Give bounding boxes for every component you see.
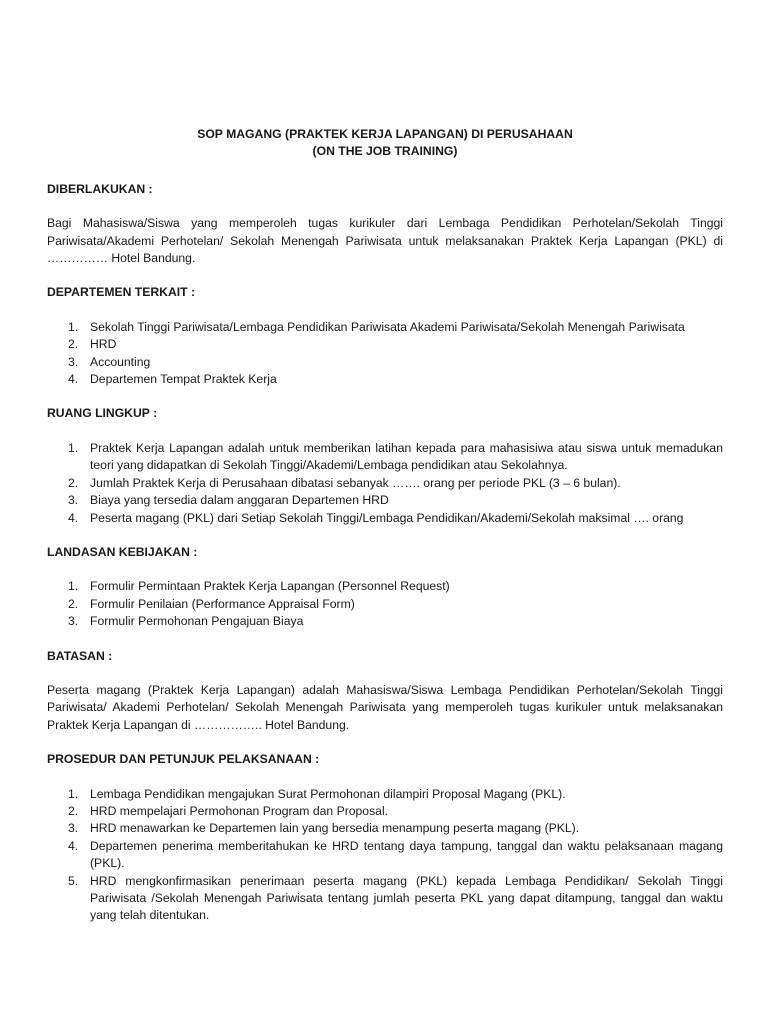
heading-prosedur: PROSEDUR DAN PETUNJUK PELAKSANAAN : — [47, 752, 320, 767]
list-number: 1. — [68, 786, 79, 801]
list-item — [47, 440, 723, 475]
list-item-text: Peserta magang (PKL) dari Setiap Sekolah Tinggi/Lembaga Pendidikan/Akademi/Sekolah maksimal …. orang — [90, 510, 684, 525]
list-number: 4. — [68, 510, 79, 525]
list-item-text: Formulir Penilaian (Performance Appraisal Form) — [90, 596, 355, 611]
list-item — [47, 596, 723, 613]
list-number: 5. — [68, 873, 79, 888]
heading-batasan: BATASAN : — [47, 648, 113, 663]
list-item — [47, 354, 723, 371]
list-item — [47, 371, 723, 388]
list-number: 3. — [68, 493, 79, 508]
list-item — [47, 578, 723, 595]
list-item-text: HRD — [90, 337, 117, 352]
list-departemen-terkait — [47, 319, 723, 389]
list-item — [47, 613, 723, 630]
document-title-line2: (ON THE JOB TRAINING) — [312, 144, 458, 159]
list-item — [47, 786, 723, 803]
list-number: 2. — [68, 475, 79, 490]
document-page — [47, 126, 723, 925]
list-landasan-kebijakan — [47, 578, 723, 630]
list-item — [47, 336, 723, 353]
list-ruang-lingkup — [47, 440, 723, 527]
list-item — [47, 319, 723, 336]
list-item-text: Lembaga Pendidikan mengajukan Surat Permohonan dilampiri Proposal Magang (PKL). — [90, 786, 566, 801]
list-number: 2. — [68, 337, 79, 352]
list-item-text: Sekolah Tinggi Pariwisata/Lembaga Pendidikan Pariwisata Akademi Pariwisata/Sekolah Menengah Pariwisata — [90, 319, 685, 334]
list-item — [47, 820, 723, 837]
list-item-text: Departemen Tempat Praktek Kerja — [90, 372, 277, 387]
list-number: 4. — [68, 838, 79, 853]
list-number: 4. — [68, 372, 79, 387]
paragraph-batasan: Peserta magang (Praktek Kerja Lapangan) adalah Mahasiswa/Siswa Lembaga Pendidikan Perhotelan/Sekolah Tinggi Pariwisata/ Akademi Perhotelan/ Sekolah Menengah Pariwisata yang memperoleh tugas kurikuler untuk melaksanakan Praktek Kerja Lapangan di …………….. Hotel Bandung. — [47, 682, 723, 732]
list-number: 2. — [68, 803, 79, 818]
heading-departemen-terkait: DEPARTEMEN TERKAIT : — [47, 285, 196, 300]
heading-landasan-kebijakan: LANDASAN KEBIJAKAN : — [47, 544, 198, 559]
list-number: 1. — [68, 319, 79, 334]
list-number: 1. — [68, 440, 79, 455]
document-title-line1: SOP MAGANG (PRAKTEK KERJA LAPANGAN) DI PERUSAHAAN — [197, 127, 573, 141]
list-item-text: Formulir Permintaan Praktek Kerja Lapangan (Personnel Request) — [90, 579, 450, 594]
list-item — [47, 475, 723, 492]
list-number: 3. — [68, 614, 79, 629]
list-item — [47, 873, 723, 925]
list-item — [47, 492, 723, 509]
list-number: 2. — [68, 596, 79, 611]
list-item-text: Departemen penerima memberitahukan ke HRD tentang daya tampung, tanggal dan waktu pelaksanaan magang (PKL). — [90, 838, 723, 871]
list-item — [47, 838, 723, 873]
paragraph-diberlakukan: Bagi Mahasiswa/Siswa yang memperoleh tugas kurikuler dari Lembaga Pendidikan Perhotelan/Sekolah Tinggi Pariwisata/Akademi Perhotelan/ Sekolah Menengah Pariwisata untuk melaksanakan Praktek Kerja Lapangan (PKL) di …………… Hotel Bandung. — [47, 216, 723, 266]
list-item-text: Formulir Permohonan Pengajuan Biaya — [90, 614, 304, 629]
list-item-text: Biaya yang tersedia dalam anggaran Departemen HRD — [90, 493, 389, 508]
list-item — [47, 510, 723, 527]
heading-ruang-lingkup: RUANG LINGKUP : — [47, 406, 158, 421]
list-prosedur — [47, 786, 723, 925]
list-item-text: Jumlah Praktek Kerja di Perusahaan dibatasi sebanyak ……. orang per periode PKL (3 – 6 bulan). — [90, 475, 621, 490]
list-item — [47, 803, 723, 820]
list-number: 3. — [68, 354, 79, 369]
heading-diberlakukan: DIBERLAKUKAN : — [47, 181, 153, 196]
list-number: 1. — [68, 579, 79, 594]
list-item-text: HRD menawarkan ke Departemen lain yang bersedia menampung peserta magang (PKL). — [90, 821, 580, 836]
list-number: 3. — [68, 821, 79, 836]
list-item-text: Accounting — [90, 354, 151, 369]
list-item-text: Praktek Kerja Lapangan adalah untuk memberikan latihan kepada para mahasisiwa atau siswa untuk memadukan teori yang didapatkan di Sekolah Tinggi/Akademi/Lembaga pendidikan atau Sekolahnya. — [90, 440, 723, 473]
list-item-text: HRD mempelajari Permohonan Program dan Proposal. — [90, 803, 389, 818]
list-item-text: HRD mengkonfirmasikan penerimaan peserta magang (PKL) kepada Lembaga Pendidikan/ Sekolah Tinggi Pariwisata /Sekolah Menengah Pariwisata tentang jumlah peserta PKL yang dapat ditampung, tanggal dan waktu yang telah ditentukan. — [90, 873, 723, 923]
